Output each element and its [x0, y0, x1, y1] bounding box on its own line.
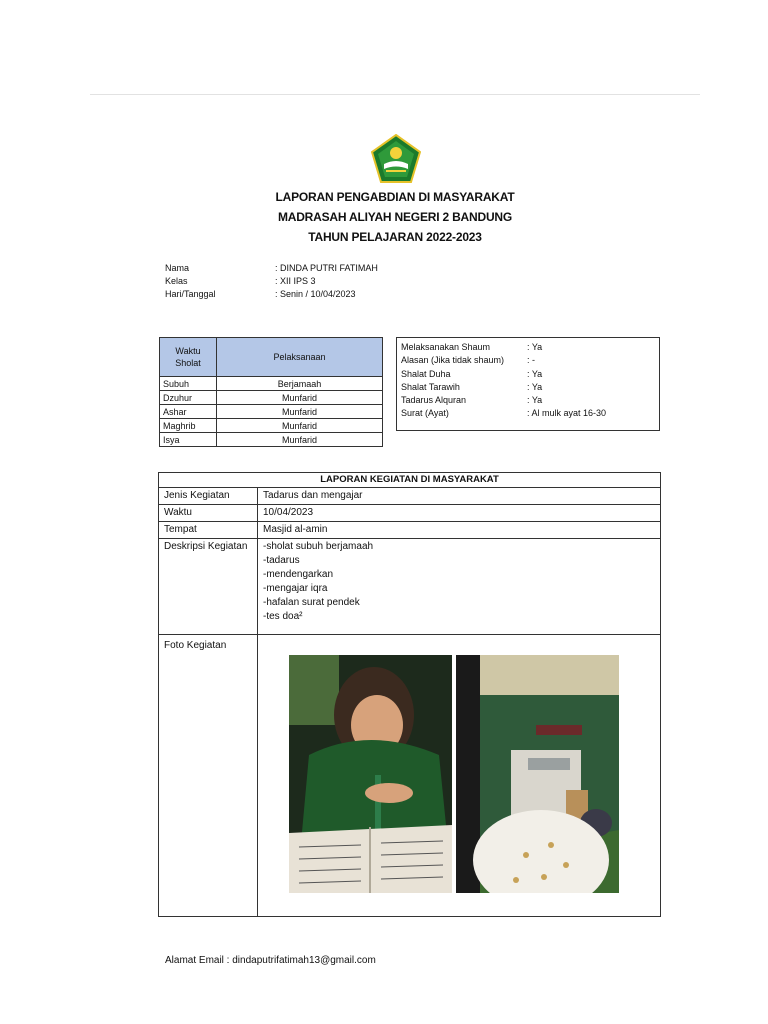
table-row [159, 505, 661, 522]
list-item [401, 394, 655, 407]
prayer-status: Munfarid [217, 419, 383, 433]
fasting-label: Melaksanakan Shaum [401, 342, 491, 352]
prayer-header-time: Waktu Sholat [160, 338, 217, 377]
photo-tadarus [289, 655, 452, 893]
table-row [160, 377, 383, 391]
identity-value: : Senin / 10/04/2023 [275, 289, 356, 299]
description-line: -hafalan surat pendek [263, 597, 360, 608]
activity-heading: LAPORAN KEGIATAN DI MASYARAKAT [159, 473, 661, 488]
prayer-time: Subuh [160, 377, 217, 391]
description-line: -mendengarkan [263, 569, 334, 580]
fasting-worship-box [396, 337, 660, 431]
description-line: -mengajar iqra [263, 583, 328, 594]
identity-value: : XII IPS 3 [275, 276, 316, 286]
prayer-header-execution: Pelaksanaan [217, 338, 383, 377]
activity-table [158, 472, 661, 917]
prayer-status: Munfarid [217, 391, 383, 405]
table-row [159, 635, 661, 917]
list-item [401, 407, 655, 420]
identity-label: Nama [165, 263, 190, 273]
activity-description [258, 539, 661, 635]
activity-label: Deskripsi Kegiatan [159, 539, 258, 635]
activity-label: Waktu [159, 505, 258, 522]
fasting-label: Surat (Ayat) [401, 408, 449, 419]
activity-label: Tempat [159, 522, 258, 539]
table-row [160, 391, 383, 405]
identity-value: : DINDA PUTRI FATIMAH [275, 263, 378, 273]
identity-label: Hari/Tanggal [165, 289, 216, 299]
activity-value: Masjid al-amin [258, 522, 661, 539]
description-line: -tes doa² [263, 611, 303, 622]
fasting-label: Tadarus Alquran [401, 395, 467, 406]
student-identity [165, 262, 378, 301]
title-line-1: LAPORAN PENGABDIAN DI MASYARAKAT [275, 190, 515, 204]
title-line-3: TAHUN PELAJARAN 2022-2023 [308, 230, 482, 244]
prayer-time: Maghrib [160, 419, 217, 433]
identity-label: Kelas [165, 276, 188, 286]
fasting-label: Shalat Tarawih [401, 381, 460, 392]
table-row [160, 433, 383, 447]
kemenag-logo [371, 134, 421, 184]
fasting-value: : Al mulk ayat 16-30 [527, 408, 607, 419]
table-row [159, 488, 661, 505]
description-line: -sholat subuh berjamaah [263, 541, 374, 552]
prayer-time: Dzuhur [160, 391, 217, 405]
fasting-value: : Ya [527, 395, 543, 406]
list-item [401, 354, 655, 367]
prayer-time: Ashar [160, 405, 217, 419]
fasting-value: : - [527, 355, 535, 366]
report-title [160, 187, 630, 247]
prayer-status: Berjamaah [217, 377, 383, 391]
prayer-status: Munfarid [217, 433, 383, 447]
list-item [401, 341, 655, 354]
identity-row-class [165, 275, 378, 288]
photo-masjid [456, 655, 619, 893]
fasting-label: Shalat Duha [401, 368, 451, 379]
title-line-2: MADRASAH ALIYAH NEGERI 2 BANDUNG [277, 210, 513, 224]
table-row [159, 539, 661, 635]
description-line: -tadarus [263, 555, 300, 566]
list-item [401, 368, 655, 381]
fasting-value: : Ya [527, 368, 543, 379]
table-row [159, 522, 661, 539]
activity-value: Tadarus dan mengajar [258, 488, 661, 505]
activity-label: Foto Kegiatan [159, 635, 258, 917]
activity-label: Jenis Kegiatan [159, 488, 258, 505]
table-row [160, 405, 383, 419]
identity-row-name [165, 262, 378, 275]
footer-email: Alamat Email : dindaputrifatimah13@gmail.com [165, 955, 376, 966]
prayer-time: Isya [160, 433, 217, 447]
activity-value: 10/04/2023 [258, 505, 661, 522]
page-top-rule [90, 94, 700, 95]
fasting-label: Alasan (Jika tidak shaum) [401, 355, 505, 366]
activity-photos [258, 635, 661, 917]
list-item [401, 381, 655, 394]
fasting-value: : Ya [527, 381, 543, 392]
fasting-value: : Ya [527, 342, 543, 352]
identity-row-date [165, 288, 378, 301]
prayer-table [159, 337, 383, 447]
table-row [160, 419, 383, 433]
prayer-status: Munfarid [217, 405, 383, 419]
